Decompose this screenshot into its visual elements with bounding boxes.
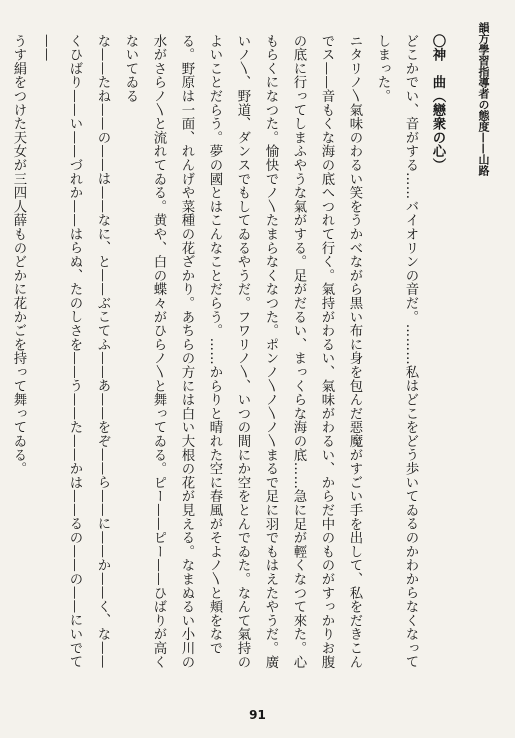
- paragraph: うす絹をつけた天女が三四人薛ものどかに花かごを持って舞ってゐる。: [11, 34, 26, 476]
- paragraph: ニタリノ〵氣味のわるい笑をうかべながら黒い布に身を包んだ惡魔がすごい手を出して、私をだきこんでス——音もくな海の底へつれて行く。氣持がわるい、氣味がわるい、からだ中のものがすっかりお腹の底に行ってしまふやうな氣がする。足がだるい、まっくらな海の底……急に足が輕くなつて來た。心もらくになつた。愉快でノ〵たまらなくなつた。ポンノ〵ノ〵ノ〵まるで足に羽でもはえたやうだ。廣いノ〵、野道、ダンスでもしてゐるやうだ。フワリノ〵、いつの間にか空をとんでゐた。なんて氣持のよいことだらう。夢の國とはこんなことだらう。……からりと晴れた空に春風がそよノ〵と頬をなでる。野原は一面、れんげや菜種の花ざかり。あちらの方には白い大根の花が見える。なまぬるい小川の水がさらノ〵と流れてゐる。黄や、白の蝶々がひらノ〵と舞ってゐる。ピー——ピー——ひばりが高くないてゐる: [123, 34, 362, 669]
- section-title: 〇神 曲（戀衆の心）: [430, 34, 446, 172]
- paragraph: どこかでい、音がする……バイオリンの音だ。………私はどこをどう歩いてゐるのかわからなくなってしまった。: [375, 34, 418, 669]
- vertical-body-text: [11, 34, 452, 674]
- paragraph: [0, 34, 4, 674]
- running-header: 韻方學習指導者の態度——山路: [477, 22, 490, 176]
- paragraph: な——たね——の——は——なに、と——ぶこてふ——あ——をぞ——ら——に——か——く、な——くひばり——い——づれか——はらぬ、たのしさを——う——た——かは——るの——の——にいでて——: [39, 34, 110, 669]
- page-number: 91: [249, 708, 266, 722]
